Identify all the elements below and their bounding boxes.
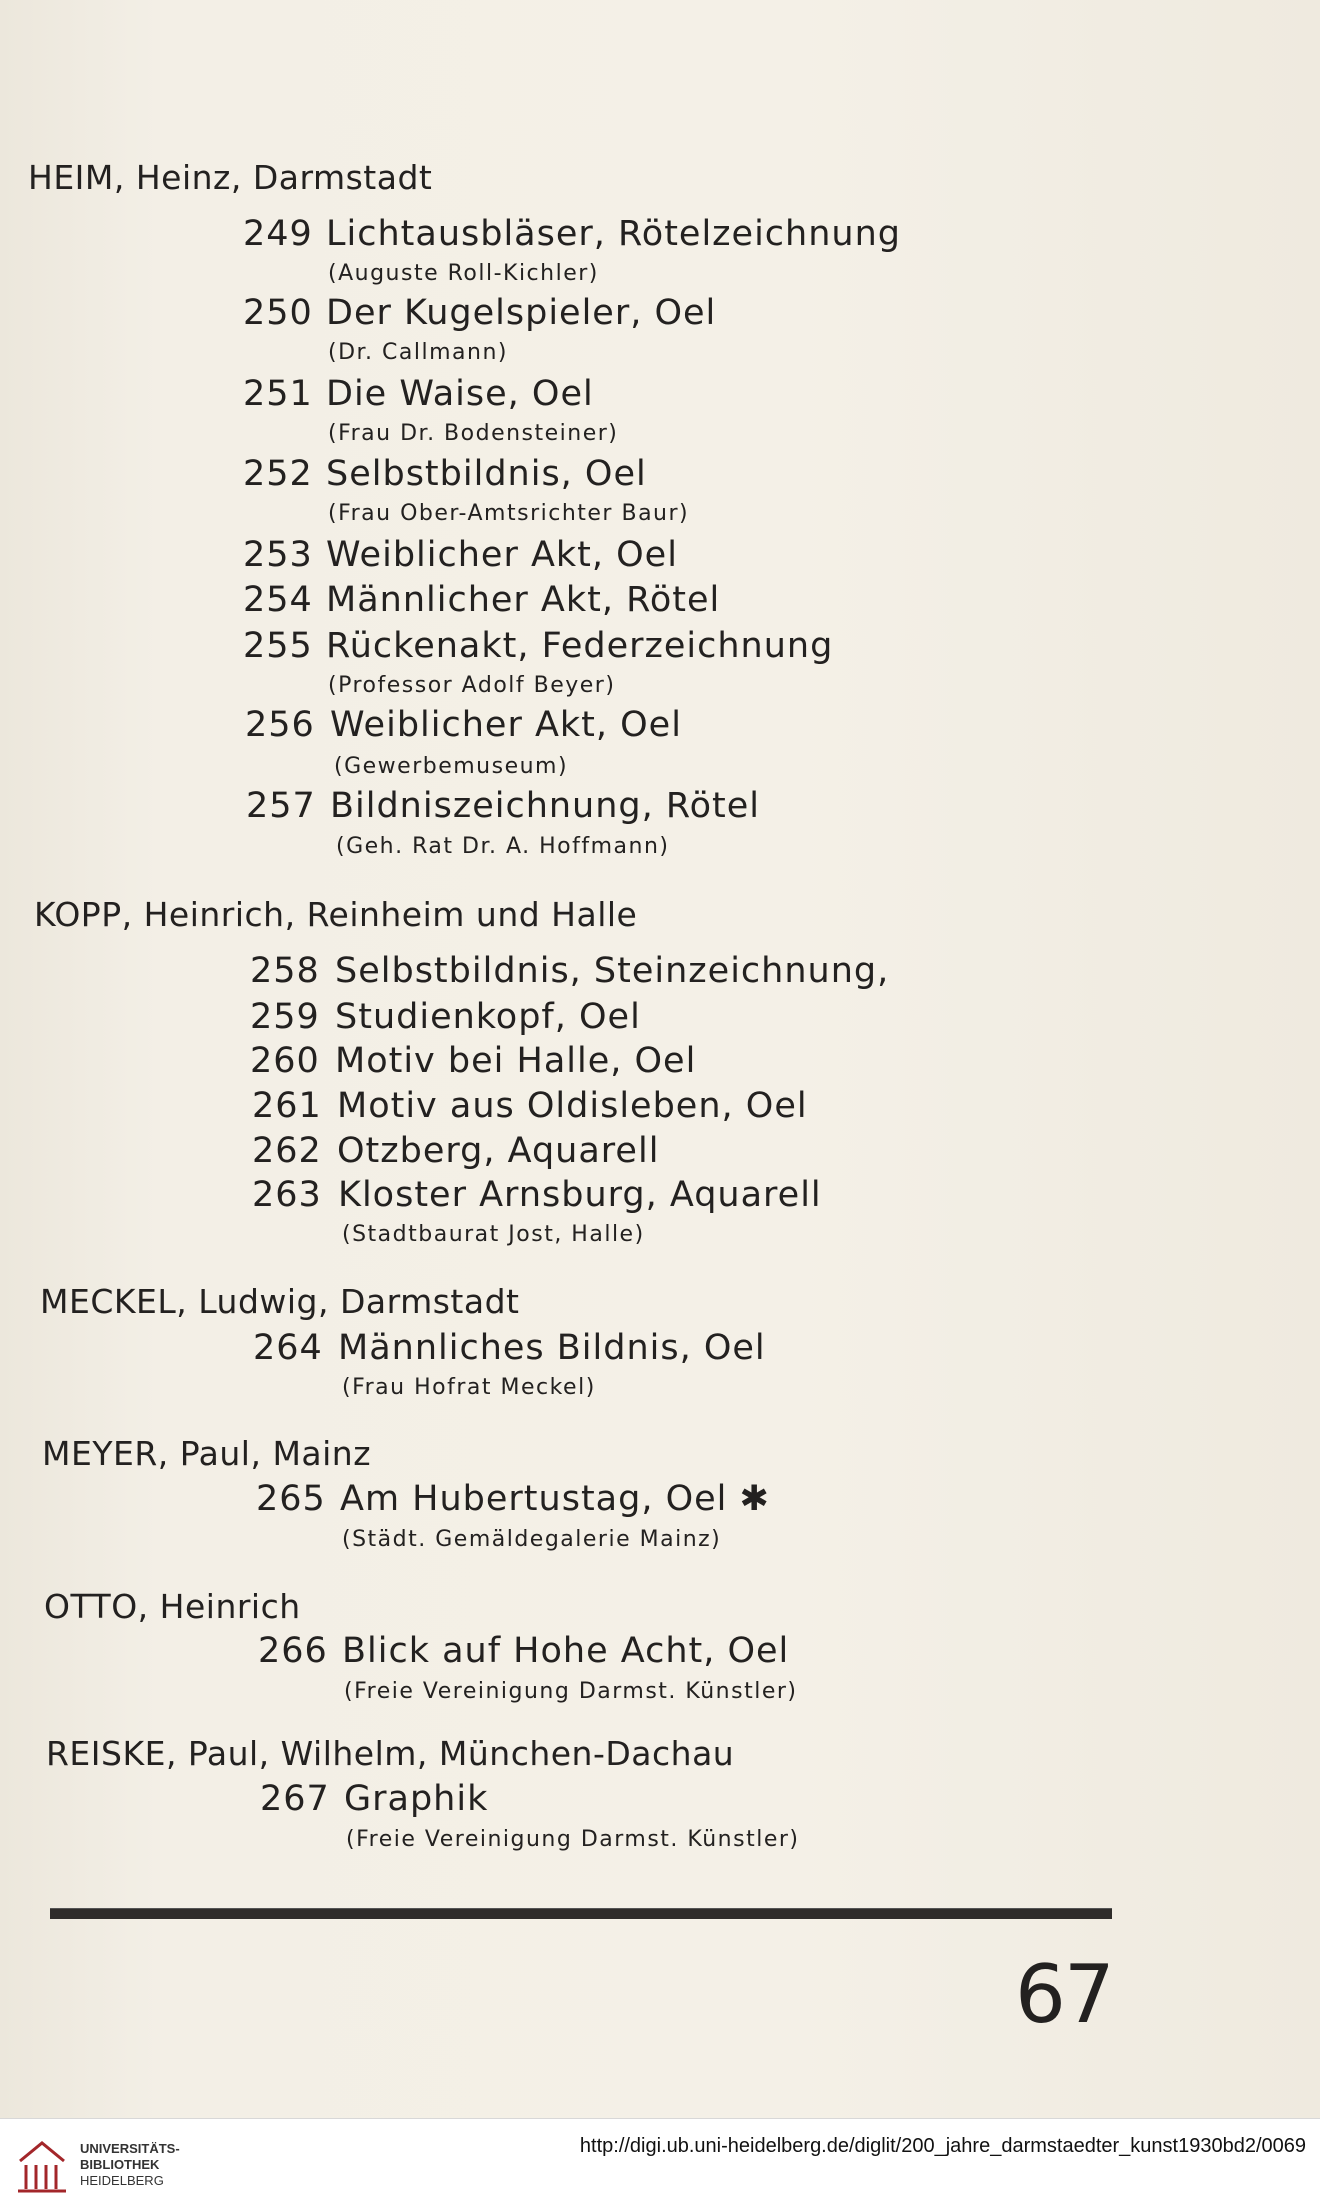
artist-heading: OTTO, Heinrich bbox=[44, 1587, 301, 1626]
work-owner: (Auguste Roll-Kichler) bbox=[328, 261, 599, 286]
work-owner: (Gewerbemuseum) bbox=[334, 754, 569, 779]
work-owner: (Stadtbaurat Jost, Halle) bbox=[342, 1222, 645, 1247]
work-title: Bildniszeichnung, Rötel bbox=[330, 786, 761, 826]
work-owner: (Frau Dr. Bodensteiner) bbox=[328, 421, 619, 446]
catalog-number: 260 bbox=[250, 1041, 320, 1081]
work-title: Lichtausbläser, Rötelzeichnung bbox=[326, 214, 901, 254]
catalog-number: 267 bbox=[260, 1779, 330, 1819]
work-title: Der Kugelspieler, Oel bbox=[326, 293, 717, 333]
institution-line: HEIDELBERG bbox=[80, 2173, 164, 2188]
artist-heading: REISKE, Paul, Wilhelm, München-Dachau bbox=[46, 1734, 735, 1773]
catalog-number: 250 bbox=[243, 293, 313, 333]
work-owner: (Frau Hofrat Meckel) bbox=[342, 1375, 596, 1400]
catalog-number: 264 bbox=[253, 1328, 323, 1368]
work-title: Blick auf Hohe Acht, Oel bbox=[342, 1631, 790, 1671]
catalog-number: 261 bbox=[252, 1086, 322, 1126]
work-title: Motiv bei Halle, Oel bbox=[335, 1041, 697, 1081]
work-title: Motiv aus Oldisleben, Oel bbox=[337, 1086, 808, 1126]
viewer-footer bbox=[0, 2118, 1320, 2212]
catalog-number: 254 bbox=[243, 580, 313, 620]
work-title: Selbstbildnis, Steinzeichnung, bbox=[335, 951, 890, 991]
work-title: Kloster Arnsburg, Aquarell bbox=[338, 1175, 822, 1215]
artist-heading: MEYER, Paul, Mainz bbox=[42, 1434, 372, 1473]
catalog-number: 265 bbox=[256, 1479, 326, 1519]
work-title: Weiblicher Akt, Oel bbox=[326, 535, 678, 575]
work-owner: (Professor Adolf Beyer) bbox=[328, 673, 616, 698]
work-title: Männliches Bildnis, Oel bbox=[338, 1328, 766, 1368]
source-url[interactable]: http://digi.ub.uni-heidelberg.de/diglit/200_jahre_darmstaedter_kunst1930bd2/0069 bbox=[579, 2135, 1306, 2157]
page-number: 67 bbox=[1015, 1948, 1113, 2041]
catalog-number: 253 bbox=[243, 535, 313, 575]
catalog-number: 263 bbox=[252, 1175, 322, 1215]
catalog-number: 258 bbox=[250, 951, 320, 991]
catalog-number: 252 bbox=[243, 454, 313, 494]
institution-name bbox=[80, 2141, 180, 2189]
work-title: Weiblicher Akt, Oel bbox=[330, 705, 682, 745]
artist-heading: KOPP, Heinrich, Reinheim und Halle bbox=[34, 895, 638, 934]
artist-heading: HEIM, Heinz, Darmstadt bbox=[28, 158, 433, 197]
work-title: Die Waise, Oel bbox=[326, 374, 594, 414]
institution-line: BIBLIOTHEK bbox=[80, 2157, 160, 2172]
work-title: Otzberg, Aquarell bbox=[337, 1131, 660, 1171]
catalog-number: 256 bbox=[245, 705, 315, 745]
work-owner: (Dr. Callmann) bbox=[328, 340, 508, 365]
catalog-number: 259 bbox=[250, 997, 320, 1037]
catalog-number: 257 bbox=[246, 786, 316, 826]
work-owner: (Städt. Gemäldegalerie Mainz) bbox=[342, 1527, 722, 1552]
catalog-number: 266 bbox=[258, 1631, 328, 1671]
work-owner: (Freie Vereinigung Darmst. Künstler) bbox=[344, 1679, 798, 1704]
work-owner: (Freie Vereinigung Darmst. Künstler) bbox=[346, 1827, 800, 1852]
work-title: Selbstbildnis, Oel bbox=[326, 454, 647, 494]
catalog-number: 249 bbox=[243, 214, 313, 254]
work-title: Männlicher Akt, Rötel bbox=[326, 580, 721, 620]
library-columns-icon bbox=[12, 2131, 72, 2197]
horizontal-rule bbox=[50, 1908, 1112, 1919]
work-title: Studienkopf, Oel bbox=[335, 997, 641, 1037]
artist-heading: MECKEL, Ludwig, Darmstadt bbox=[40, 1282, 520, 1321]
work-owner: (Geh. Rat Dr. A. Hoffmann) bbox=[336, 834, 670, 859]
catalog-number: 262 bbox=[252, 1131, 322, 1171]
work-owner: (Frau Ober-Amtsrichter Baur) bbox=[328, 501, 690, 526]
catalog-number: 255 bbox=[243, 626, 313, 666]
work-title: Rückenakt, Federzeichnung bbox=[326, 626, 834, 666]
catalog-number: 251 bbox=[243, 374, 313, 414]
work-title: Graphik bbox=[344, 1779, 489, 1819]
institution-line: UNIVERSITÄTS- bbox=[80, 2141, 180, 2156]
work-title: Am Hubertustag, Oel ✱ bbox=[340, 1479, 770, 1519]
